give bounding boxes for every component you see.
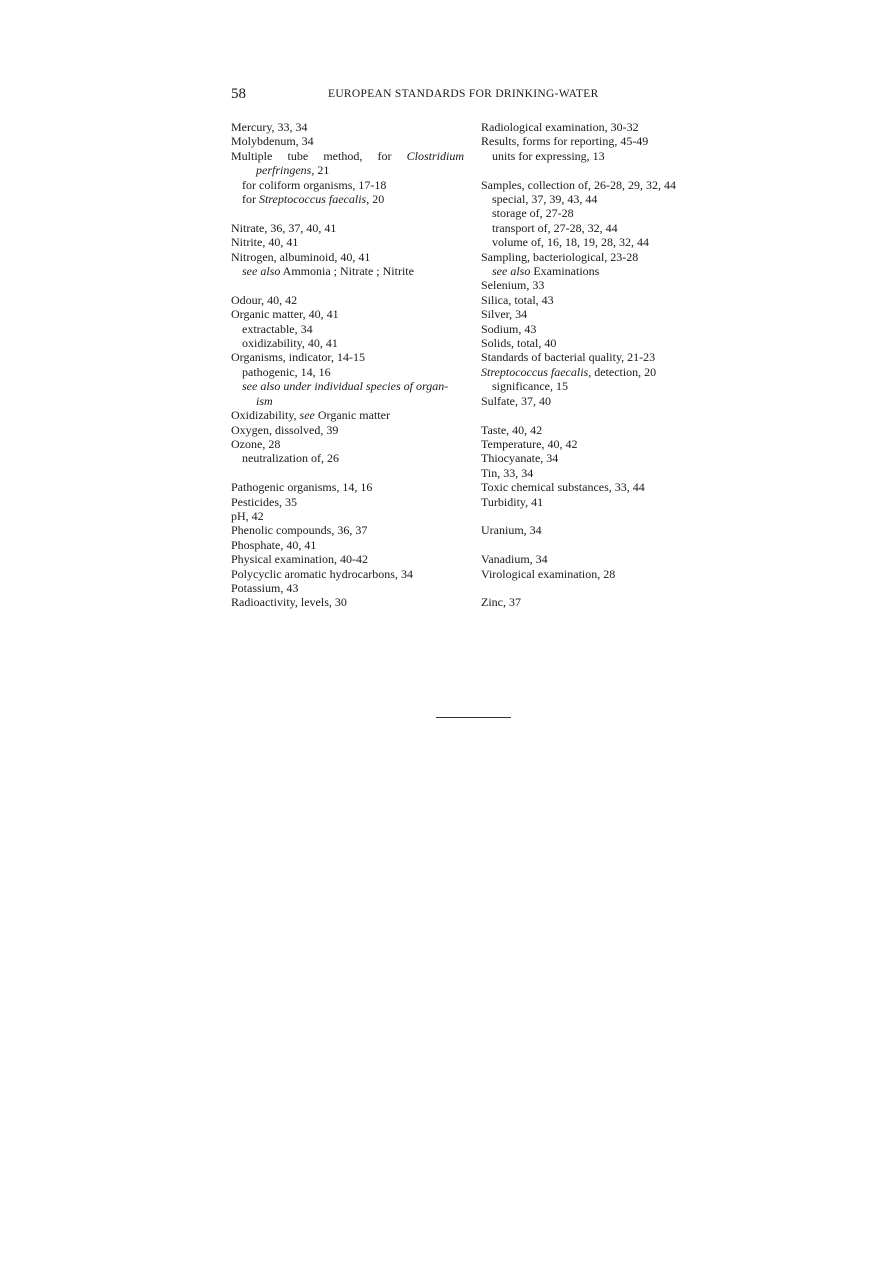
running-title: EUROPEAN STANDARDS FOR DRINKING-WATER (328, 88, 599, 100)
index-subentry: units for expressing, 13 (492, 148, 605, 163)
index-entry: Nitrite, 40, 41 (231, 235, 299, 250)
index-entry: Phenolic compounds, 36, 37 (231, 523, 368, 538)
index-entry: Selenium, 33 (481, 278, 545, 293)
index-entry: Pathogenic organisms, 14, 16 (231, 480, 373, 495)
index-entry: pH, 42 (231, 508, 264, 523)
index-subentry: for Streptococcus faecalis, 20 (242, 192, 385, 207)
page-header (231, 86, 615, 104)
index-entry: Vanadium, 34 (481, 552, 548, 567)
index-entry: Molybdenum, 34 (231, 134, 314, 149)
index-entry: Uranium, 34 (481, 523, 542, 538)
index-entry: Sulfate, 37, 40 (481, 393, 551, 408)
index-entry: Standards of bacterial quality, 21-23 (481, 350, 656, 365)
index-entry: Results, forms for reporting, 45-49 (481, 134, 649, 149)
index-cross-reference: see also under individual species of organ- (242, 379, 449, 394)
index-entry: Oxygen, dissolved, 39 (231, 422, 339, 437)
index-entry: Potassium, 43 (231, 580, 299, 595)
index-subentry: volume of, 16, 18, 19, 28, 32, 44 (492, 235, 649, 250)
index-subentry: transport of, 27-28, 32, 44 (492, 220, 618, 235)
index-entry: Sampling, bacteriological, 23-28 (481, 249, 639, 264)
index-entry: Samples, collection of, 26-28, 29, 32, 44 (481, 177, 676, 192)
index-entry: Multiple tube method, for Clostridium (231, 148, 464, 163)
index-entry: Toxic chemical substances, 33, 44 (481, 480, 645, 495)
index-entry-continuation: perfringens, 21 (256, 163, 330, 178)
index-subentry: for coliform organisms, 17-18 (242, 177, 387, 192)
index-entry: Silica, total, 43 (481, 292, 554, 307)
index-entry: Radioactivity, levels, 30 (231, 595, 347, 610)
index-entry: Turbidity, 41 (481, 494, 544, 509)
index-entry: Physical examination, 40-42 (231, 552, 368, 567)
index-entry: Organic matter, 40, 41 (231, 307, 339, 322)
index-entry: Tin, 33, 34 (481, 465, 534, 480)
index-entry: Radiological examination, 30-32 (481, 120, 639, 134)
index-subentry: oxidizability, 40, 41 (242, 336, 338, 351)
index-entry: Sodium, 43 (481, 321, 537, 336)
index-subentry: neutralization of, 26 (242, 451, 339, 466)
end-rule (436, 717, 511, 718)
page-number: 58 (231, 86, 246, 102)
index-subentry: storage of, 27-28 (492, 206, 574, 221)
index-column-left (231, 120, 464, 610)
index-entry: Silver, 34 (481, 307, 528, 322)
index-entry: Zinc, 37 (481, 595, 521, 610)
index-entry: Oxidizability, see Organic matter (231, 408, 390, 423)
index-cross-reference: see also Ammonia ; Nitrate ; Nitrite (242, 264, 414, 279)
index-column-right (481, 120, 711, 610)
index-subentry: significance, 15 (492, 379, 568, 394)
index-entry: Solids, total, 40 (481, 336, 557, 351)
index-entry: Pesticides, 35 (231, 494, 297, 509)
index-entry-continuation: ism (256, 393, 273, 408)
index-entry: Polycyclic aromatic hydrocarbons, 34 (231, 566, 413, 581)
index-cross-reference: see also Examinations (492, 264, 600, 279)
index-entry: Phosphate, 40, 41 (231, 537, 317, 552)
index-entry: Nitrate, 36, 37, 40, 41 (231, 220, 337, 235)
index-entry: Organisms, indicator, 14-15 (231, 350, 365, 365)
index-subentry: special, 37, 39, 43, 44 (492, 192, 598, 207)
index-entry: Nitrogen, albuminoid, 40, 41 (231, 249, 371, 264)
index-entry: Mercury, 33, 34 (231, 120, 308, 134)
index-entry: Taste, 40, 42 (481, 422, 543, 437)
index-entry: Virological examination, 28 (481, 566, 616, 581)
index-subentry: extractable, 34 (242, 321, 313, 336)
index-entry: Thiocyanate, 34 (481, 451, 559, 466)
index-subentry: pathogenic, 14, 16 (242, 364, 331, 379)
index-entry: Ozone, 28 (231, 436, 281, 451)
index-entry: Streptococcus faecalis, detection, 20 (481, 364, 657, 379)
index-entry: Temperature, 40, 42 (481, 436, 578, 451)
index-entry: Odour, 40, 42 (231, 292, 298, 307)
